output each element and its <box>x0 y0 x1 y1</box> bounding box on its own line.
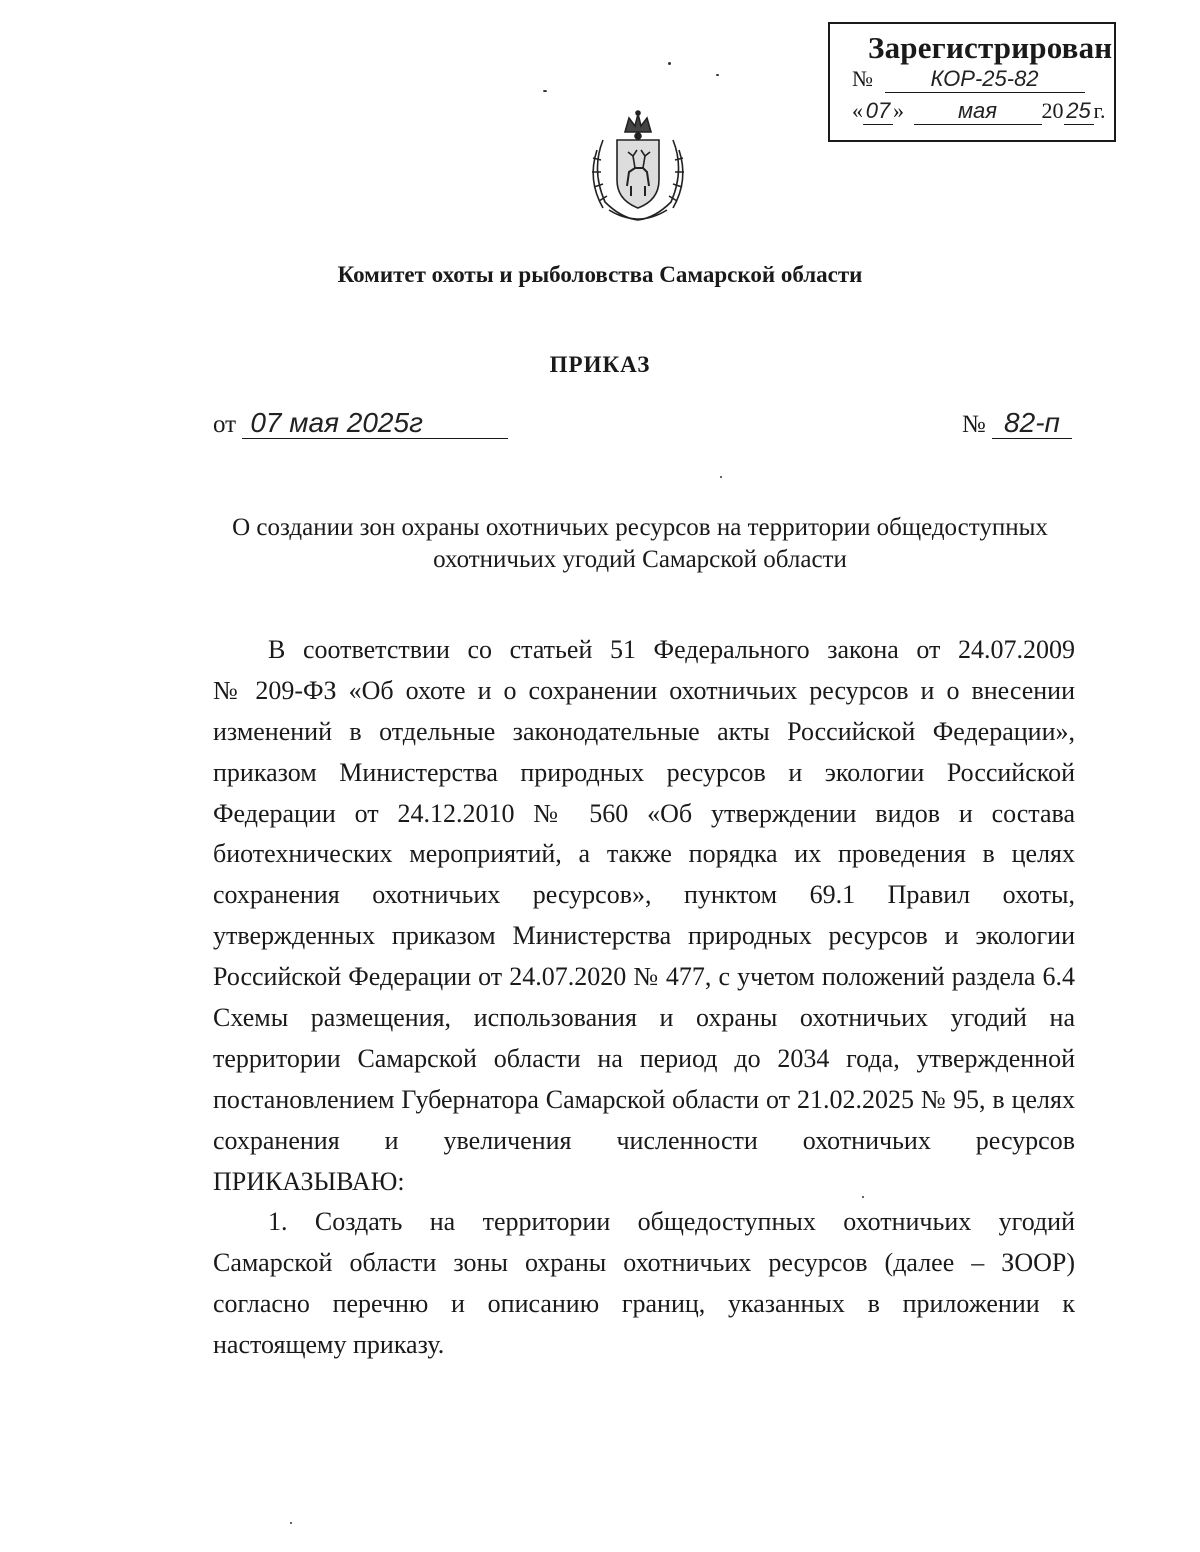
body-line: биотехнических мероприятий, а также порядка их проведения в целях <box>213 839 1075 869</box>
stamp-date-close-quote: » <box>893 98 904 123</box>
body-line: постановлением Губернатора Самарской области от 21.02.2025 № 95, в целях <box>213 1084 1075 1114</box>
body-line: изменений в отдельные законодательные акты Российской Федерации», <box>213 716 1075 746</box>
scan-speck <box>668 62 671 65</box>
order-date-value: 07 мая 2025г <box>242 408 508 439</box>
registration-stamp <box>828 22 1116 142</box>
stamp-date-year-value: 25 <box>1064 98 1094 125</box>
body-line: утвержденных приказом Министерства природных ресурсов и экологии <box>213 921 1075 951</box>
order-number-prefix: № <box>961 411 986 438</box>
scan-speck <box>862 1196 864 1198</box>
stamp-number-line <box>852 66 1085 93</box>
body-line: № 209-ФЗ «Об охоте и о сохранении охотничьих ресурсов и о внесении <box>213 675 1075 705</box>
body-line: Российской Федерации от 24.07.2020 № 477, с учетом положений раздела 6.4 <box>213 962 1075 992</box>
subject-line-1: О создании зон охраны охотничьих ресурсов на территории общедоступных <box>232 514 1048 541</box>
order-number-value: 82-п <box>992 408 1072 439</box>
stamp-number-prefix: № <box>852 66 873 91</box>
stamp-date-year-suffix: г. <box>1093 98 1106 123</box>
body-line: Федерации от 24.12.2010 № 560 «Об утверждении видов и состава <box>213 798 1075 828</box>
body-line: Схемы размещения, использования и охраны охотничьих угодий на <box>213 1003 1075 1033</box>
scan-speck <box>716 74 719 76</box>
subject-line-2: охотничьих угодий Самарской области <box>433 546 847 573</box>
body-line-item-1: 1. Создать на территории общедоступных охотничьих угодий <box>268 1207 1075 1237</box>
order-subject <box>190 512 1090 576</box>
document-type: ПРИКАЗ <box>549 352 651 377</box>
order-number <box>962 408 1072 439</box>
body-line: Самарской области зоны охраны охотничьих ресурсов (далее – ЗООР) <box>213 1248 1075 1278</box>
organization-name: Комитет охоты и рыболовства Самарской области <box>337 262 863 287</box>
stamp-date-open-quote: « <box>852 98 863 123</box>
body-line-order-word: ПРИКАЗЫВАЮ: <box>213 1166 405 1196</box>
coat-of-arms-emblem <box>583 110 693 225</box>
stamp-title: Зарегистрирован <box>868 30 1113 65</box>
body-line: В соответствии со статьей 51 Федерального закона от 24.07.2009 <box>268 635 1075 664</box>
order-body <box>213 630 1075 1366</box>
scan-speck <box>720 476 722 478</box>
stamp-number-value: КОР-25-82 <box>885 66 1085 93</box>
body-line: согласно перечню и описанию границ, указанных в приложении к <box>213 1289 1075 1319</box>
body-line: приказом Министерства природных ресурсов и экологии Российской <box>213 757 1075 787</box>
stamp-date-day: 07 <box>863 98 893 125</box>
order-date-prefix: от <box>213 411 237 438</box>
body-line: сохранения и увеличения численности охотничьих ресурсов <box>213 1125 1075 1155</box>
scan-speck <box>290 1522 292 1524</box>
scan-speck <box>543 90 547 92</box>
body-line: сохранения охотничьих ресурсов», пунктом 69.1 Правил охоты, <box>213 880 1075 910</box>
order-date <box>213 408 508 439</box>
body-line: настоящему приказу. <box>213 1330 445 1360</box>
body-line: территории Самарской области на период до 2034 года, утвержденной <box>213 1043 1075 1073</box>
stamp-date-month: мая <box>914 98 1042 125</box>
stamp-date-line <box>852 98 1106 125</box>
stamp-date-year-prefix: 20 <box>1041 98 1064 123</box>
